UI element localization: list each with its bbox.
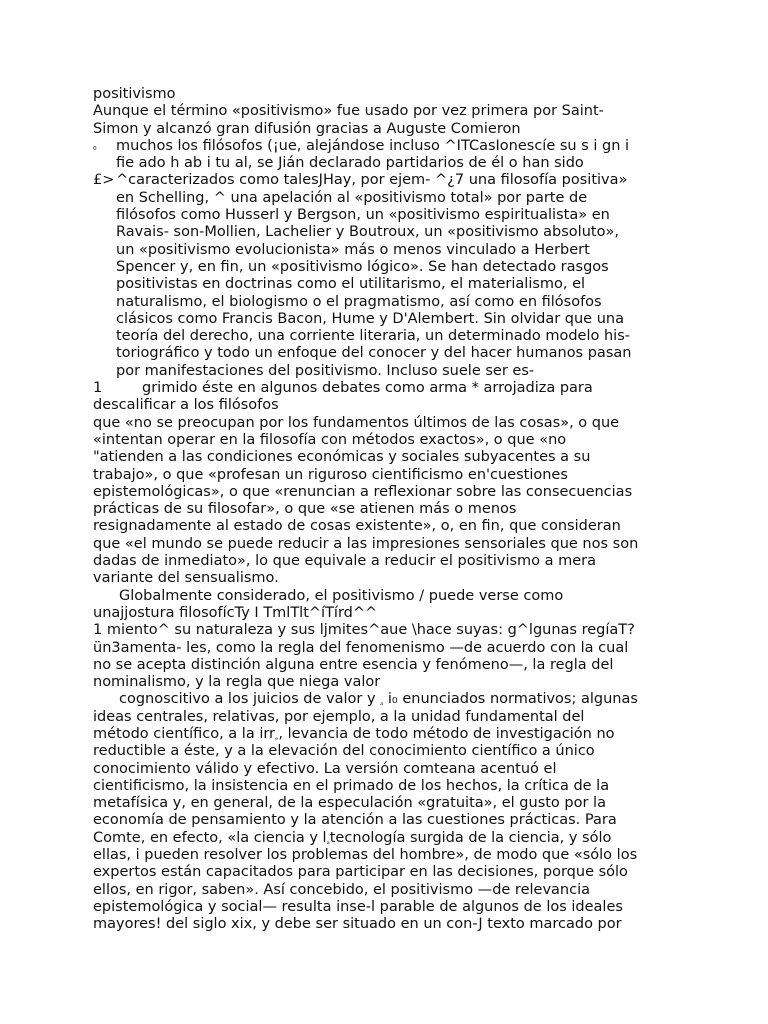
text-line: descalificar a los filósofos xyxy=(93,397,279,414)
text-line: clásicos como Francis Bacon, Hume y D'Alembert. Sin olvidar que una xyxy=(116,310,624,327)
text-line: ideas centrales, relativas, por ejemplo, a la unidad fundamental del xyxy=(93,708,585,725)
text-fragment: Comte, en efecto, «la ciencia y l xyxy=(93,829,327,846)
text-line: que «no se preocupan por los fundamentos últimos de las cosas», o que xyxy=(93,414,620,431)
text-line: toriográfico y todo un enfoque del conocer y del hacer humanos pasan xyxy=(116,345,632,362)
text-line: dadas de inmediato», lo que equivale a reducir el positivismo a mera xyxy=(93,553,597,570)
text-fragment: , xyxy=(278,725,288,742)
text-line: Globalmente considerado, el positivismo / puede verse como xyxy=(119,587,564,604)
margin-mark: £> xyxy=(93,172,115,189)
text-line: trabajo», o que «profesan un riguroso cientificismo en'cuestiones xyxy=(93,466,568,483)
text-line: Spencer y, en fin, un «positivismo lógico». Se han detectado rasgos xyxy=(116,258,609,275)
text-fragment: i₀ xyxy=(387,691,398,708)
text-line: un «positivismo evolucionista» más o menos vinculado a Herbert xyxy=(116,241,590,258)
text-fragment: ^caracterizados como talesJHay, por ejem- ^¿7 una filosofía positiva» xyxy=(116,172,628,189)
text-fragment: método científico, a la irr xyxy=(93,725,276,742)
text-line: resignadamente al estado de cosas existente», o, en fin, que consideran xyxy=(93,518,621,535)
text-line: no se acepta distinción alguna entre esencia y fenómeno—, la regla del xyxy=(93,656,614,673)
text-line xyxy=(93,138,683,155)
text-line: epistemológica y social— resulta inse-l parable de algunos de los ideales xyxy=(93,898,623,915)
document-page xyxy=(93,86,683,934)
text-line: mayores! del siglo xix, y debe ser situado en un con-J texto marcado por xyxy=(93,916,622,933)
text-line: metafísica y, en general, de la especulación «gratuita», el gusto por la xyxy=(93,795,606,812)
text-fragment: levancia de todo método de investigación no xyxy=(287,725,615,742)
text-line: Aunque el término «positivismo» fue usado por vez primera por Saint- xyxy=(93,103,604,120)
text-line xyxy=(93,691,683,708)
text-line: filósofos como Husserl y Bergson, un «positivismo espiritualista» en xyxy=(116,207,610,224)
text-line: Ravais- son-Mollien, Lachelier y Boutroux, un «positivismo absoluto», xyxy=(116,224,619,241)
text-line xyxy=(93,726,683,743)
margin-number: 1 xyxy=(93,380,103,397)
text-line: 1 miento^ su naturaleza y sus ljmites^aue \hace suyas: g^lgunas regíaT? xyxy=(93,622,635,639)
text-line: en Schelling, ^ una apelación al «positivismo total» por parte de xyxy=(116,189,588,206)
subscript-fragment: ₐ xyxy=(380,698,384,708)
text-fragment: cognoscitivo a los juicios de valor y xyxy=(119,691,376,708)
text-line xyxy=(93,172,683,189)
text-line: que «el mundo se puede reducir a las impresiones sensoriales que nos son xyxy=(93,535,639,552)
text-line: ellos, en rigor, saben». Así concebido, el positivismo —de relevancia xyxy=(93,881,590,898)
text-line: ellas, i pueden resolver los problemas del hombre», de modo que «sólo los xyxy=(93,847,638,864)
document-heading: positivismo xyxy=(93,86,176,102)
text-fragment: enunciados normativos; algunas xyxy=(402,691,638,708)
text-fragment: tecnología surgida de la ciencia, y sólo xyxy=(329,829,612,846)
margin-mark: ₀ xyxy=(93,142,97,153)
subscript-fragment: ₑ xyxy=(275,732,279,742)
text-line: "atienden a las condiciones económicas y sociales subyacentes a su xyxy=(93,449,591,466)
subscript-fragment: ₐ xyxy=(326,836,330,846)
text-line: unajjostura filosofícTy I TmlTlt^íTírd^^ xyxy=(93,604,378,621)
text-line: positivistas en doctrinas como el utilitarismo, el materialismo, el xyxy=(116,276,586,293)
text-line: nominalismo, y la regla que niega valor xyxy=(93,674,381,691)
text-line: variante del sensualismo. xyxy=(93,570,279,587)
text-line xyxy=(93,830,683,847)
text-line: conocimiento válido y efectivo. La versión comteana acentuó el xyxy=(93,760,557,777)
text-line: naturalismo, el biologismo o el pragmatismo, así como en filósofos xyxy=(116,293,602,310)
text-fragment: grimido éste en algunos debates como arma * arrojadiza para xyxy=(142,380,593,397)
text-line xyxy=(93,380,683,397)
text-line: economía de pensamiento y la atención a las cuestiones prácticas. Para xyxy=(93,812,617,829)
text-line: cientificismo, la insistencia en el primado de los hechos, la crítica de la xyxy=(93,777,610,794)
text-line: «intentan operar en la filosofía con métodos exactos», o que «no xyxy=(93,431,567,448)
text-line: expertos están capacitados para participar en las decisiones, porque sólo xyxy=(93,864,628,881)
text-line: epistemológicas», o que «renuncian a reflexionar sobre las consecuencias xyxy=(93,483,633,500)
text-line: teoría del derecho, una corriente literaria, un determinado modelo his- xyxy=(116,328,630,345)
text-line: reductible a éste, y a la elevación del conocimiento científico a único xyxy=(93,743,595,760)
text-fragment: muchos los filósofos (¡ue, alejándose incluso ^ITCasIonescíe su s i gn i xyxy=(116,137,630,154)
text-line: ün3amenta- les, como la regla del fenomenismo —de acuerdo con la cual xyxy=(93,639,629,656)
text-line: prácticas de su filosofar», o que «se atienen más o menos xyxy=(93,501,517,518)
text-line: por manifestaciones del positivismo. Incluso suele ser es- xyxy=(116,362,535,379)
text-line: fie ado h ab i tu al, se Jián declarado partidarios de él o han sido xyxy=(116,155,584,172)
text-line: Simon y alcanzó gran difusión gracias a Auguste Comieron xyxy=(93,120,521,137)
